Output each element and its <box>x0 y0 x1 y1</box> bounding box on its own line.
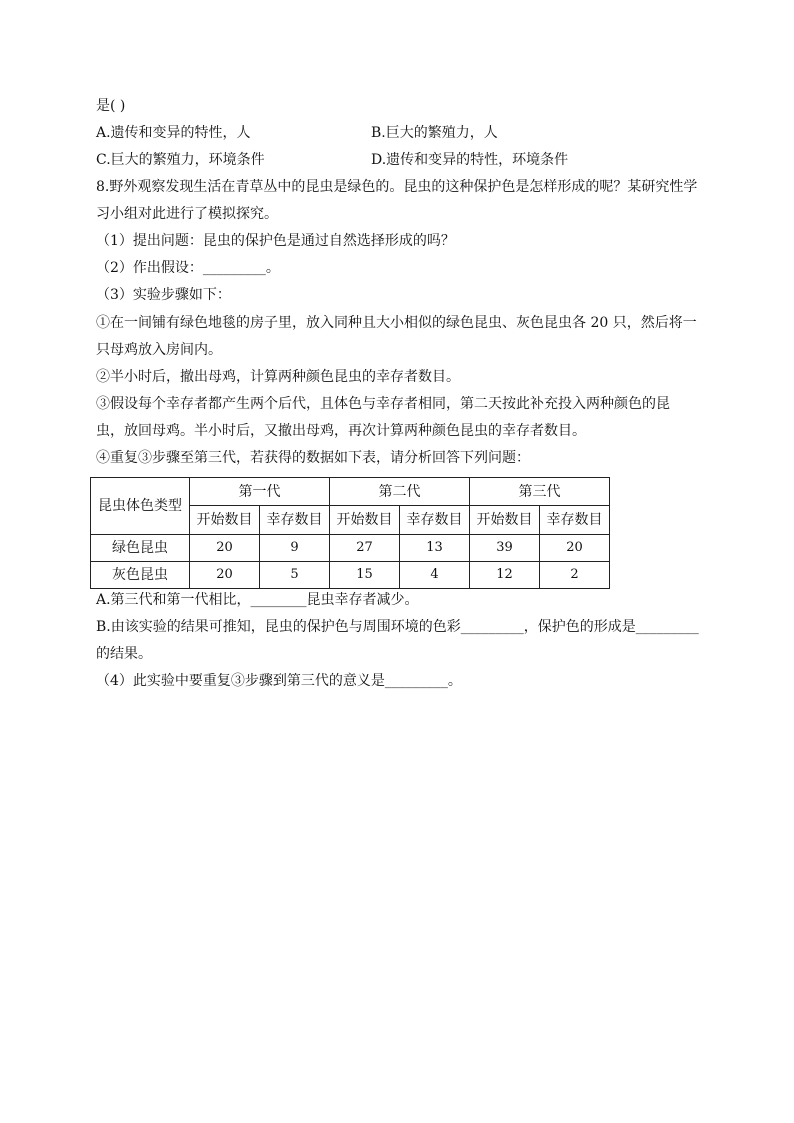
table-row <box>91 535 610 562</box>
option-d: D.遗传和变异的特性，环境条件 <box>371 152 569 168</box>
table-cell: 5 <box>260 562 330 589</box>
question-a: A.第三代和第一代相比，________昆虫幸存者减少。 <box>96 592 419 608</box>
table-cell: 27 <box>330 535 400 562</box>
subheader-survival-count: 幸存数目 <box>540 506 610 535</box>
question-8-line-2: 习小组对此进行了模拟探究。 <box>96 206 278 222</box>
question-b-line-1: B.由该实验的结果可推知，昆虫的保护色与周围环境的色彩_________，保护色的形成是_________ <box>96 619 699 635</box>
procedure-1-line-1: ①在一间铺有绿色地毯的房子里，放入同种且大小相似的绿色昆虫、灰色昆虫各 20 只，然后将一 <box>96 315 697 331</box>
table-row <box>91 562 610 589</box>
option-b: B.巨大的繁殖力，人 <box>371 125 498 141</box>
table-cell: 12 <box>470 562 540 589</box>
procedure-3-line-1: ③假设每个幸存者都产生两个后代，且体色与幸存者相同，第二天按此补充投入两种颜色的昆 <box>96 396 670 412</box>
row-label-gray: 灰色昆虫 <box>91 562 190 589</box>
table-cell: 20 <box>540 535 610 562</box>
table-cell: 4 <box>400 562 470 589</box>
table-cell: 15 <box>330 562 400 589</box>
question-8-line-1: 8.野外观察发现生活在青草丛中的昆虫是绿色的。昆虫的这种保护色是怎样形成的呢？某研究性学 <box>96 179 698 195</box>
table-cell: 20 <box>190 562 260 589</box>
procedure-4: ④重复③步骤至第三代，若获得的数据如下表，请分析回答下列问题： <box>96 450 530 466</box>
subheader-start-count: 开始数目 <box>330 506 400 535</box>
option-c: C.巨大的繁殖力，环境条件 <box>96 152 265 168</box>
subheader-survival-count: 幸存数目 <box>260 506 330 535</box>
subheader-start-count: 开始数目 <box>190 506 260 535</box>
table-cell: 13 <box>400 535 470 562</box>
generation-2-header: 第二代 <box>330 478 470 506</box>
step-4-question: （4）此实验中要重复③步骤到第三代的意义是_________。 <box>96 673 462 689</box>
row-label-green: 绿色昆虫 <box>91 535 190 562</box>
table-cell: 39 <box>470 535 540 562</box>
insect-survival-table <box>90 477 610 589</box>
table-cell: 9 <box>260 535 330 562</box>
step-2-hypothesis: （2）作出假设：_________。 <box>96 260 280 276</box>
table-cell: 2 <box>540 562 610 589</box>
table-corner-header: 昆虫体色类型 <box>91 478 190 535</box>
generation-3-header: 第三代 <box>470 478 610 506</box>
table-cell: 20 <box>190 535 260 562</box>
step-1-question: （1）提出问题：昆虫的保护色是通过自然选择形成的吗？ <box>96 233 455 249</box>
procedure-3-line-2: 虫，放回母鸡。半小时后，又撤出母鸡，再次计算两种颜色昆虫的幸存者数目。 <box>96 423 586 439</box>
option-a: A.遗传和变异的特性，人 <box>96 125 251 141</box>
question-b-line-2: 的结果。 <box>96 646 152 662</box>
subheader-survival-count: 幸存数目 <box>400 506 470 535</box>
procedure-1-line-2: 只母鸡放入房间内。 <box>96 342 222 358</box>
question-stem-end: 是( ) <box>96 98 126 114</box>
generation-1-header: 第一代 <box>190 478 330 506</box>
procedure-2: ②半小时后，撤出母鸡，计算两种颜色昆虫的幸存者数目。 <box>96 369 460 385</box>
step-3-procedure: （3）实验步骤如下： <box>96 287 231 303</box>
subheader-start-count: 开始数目 <box>470 506 540 535</box>
